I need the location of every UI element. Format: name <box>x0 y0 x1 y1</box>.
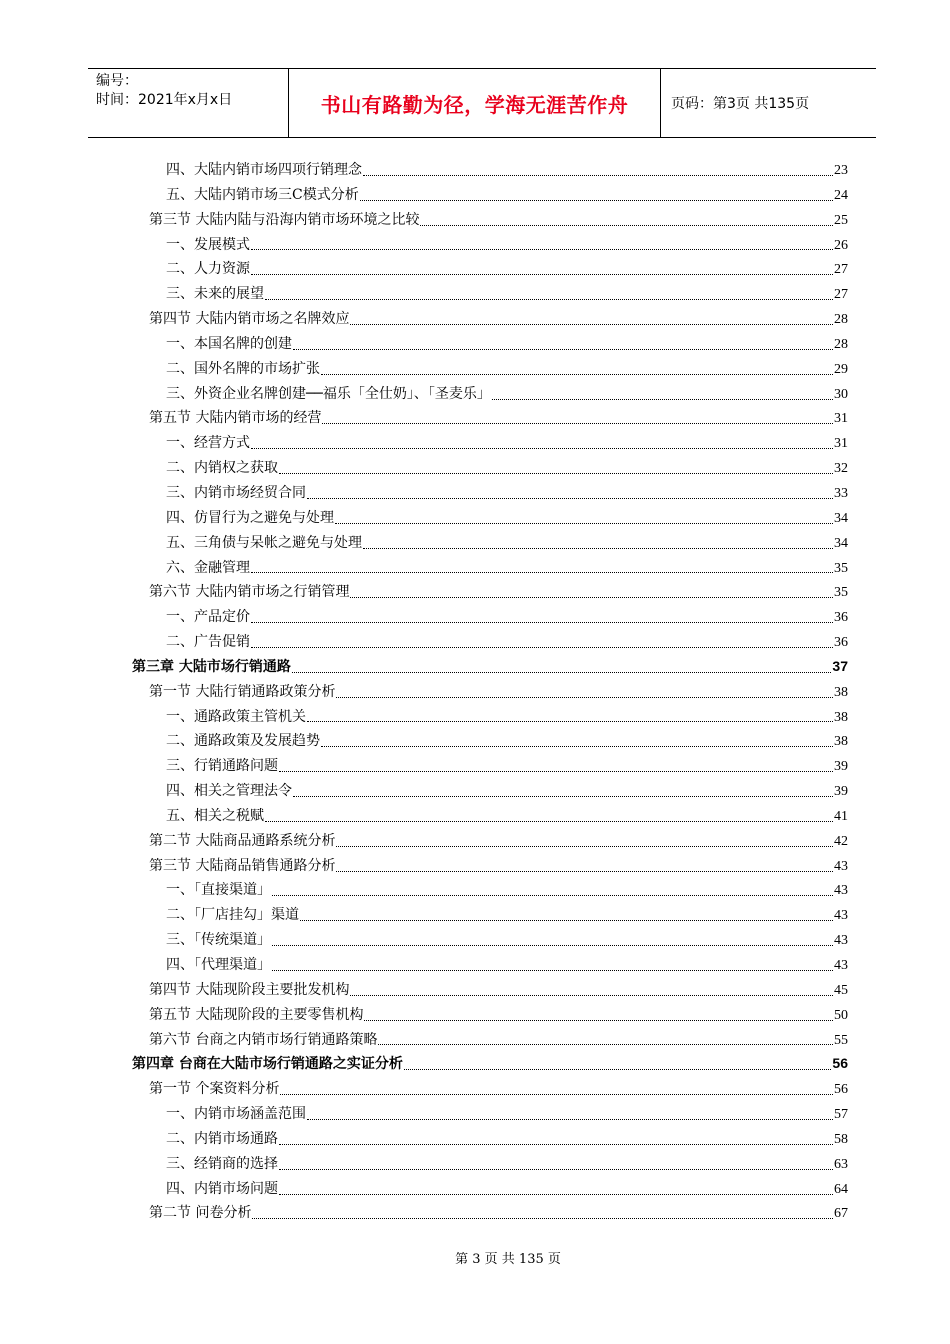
toc-page-number: 35 <box>834 560 848 576</box>
toc-item[interactable] <box>132 606 848 631</box>
header-meta <box>88 69 288 137</box>
toc-page-number: 63 <box>834 1156 848 1172</box>
toc-leader <box>279 1144 833 1145</box>
toc-page-number: 55 <box>834 1032 848 1048</box>
toc-page-number: 28 <box>834 336 848 352</box>
toc-page-number: 39 <box>834 759 848 775</box>
toc-page-number: 28 <box>834 312 848 328</box>
page-footer: 第 3 页 共 135 页 <box>455 1252 561 1267</box>
toc-page-number: 31 <box>834 411 848 427</box>
toc-item[interactable] <box>132 706 848 731</box>
toc-page-number: 67 <box>834 1206 848 1222</box>
toc-section[interactable] <box>132 830 848 855</box>
toc-item[interactable] <box>132 805 848 830</box>
toc-page-number: 29 <box>834 361 848 377</box>
header-time: 时间：2021年x月x日 <box>96 92 233 108</box>
toc-title: 第二节 问卷分析 <box>149 1205 252 1222</box>
toc-leader <box>363 175 833 176</box>
toc-item[interactable] <box>132 258 848 283</box>
toc-chapter[interactable] <box>132 656 848 681</box>
toc-page-number: 27 <box>834 287 848 303</box>
toc-title: 一、本国名牌的创建 <box>166 335 292 352</box>
toc-section[interactable] <box>132 1078 848 1103</box>
toc-leader <box>293 349 833 350</box>
toc-section[interactable] <box>132 308 848 333</box>
toc-page-number: 25 <box>834 212 848 228</box>
toc-title: 四、大陆内销市场四项行销理念 <box>166 162 362 178</box>
toc-section[interactable] <box>132 1029 848 1054</box>
toc-leader <box>252 1218 833 1219</box>
toc-title: 第二节 大陆商品通路系统分析 <box>149 832 336 849</box>
toc-page-number: 36 <box>834 610 848 626</box>
toc-title: 第三节 大陆内陆与沿海内销市场环境之比较 <box>149 211 420 228</box>
toc-title: 二、国外名牌的市场扩张 <box>166 360 320 377</box>
toc-leader <box>404 1069 832 1070</box>
header-page: 页码：第3页 共135页 <box>671 96 810 112</box>
toc-leader <box>336 846 833 847</box>
toc-page-number: 26 <box>834 237 848 253</box>
toc-item[interactable] <box>132 159 848 184</box>
toc-title: 二、人力资源 <box>166 261 250 278</box>
toc-title: 五、大陆内销市场三C模式分析 <box>166 186 359 203</box>
toc-title: 第三章 大陆市场行销通路 <box>132 658 291 675</box>
toc-page-number: 33 <box>834 485 848 501</box>
toc-leader <box>307 721 833 722</box>
toc-item[interactable] <box>132 482 848 507</box>
toc-leader <box>336 697 833 698</box>
toc-page-number: 43 <box>834 908 848 924</box>
toc-title: 四、内销市场问题 <box>166 1180 278 1197</box>
toc-leader <box>279 1169 833 1170</box>
toc-section[interactable] <box>132 855 848 880</box>
table-of-contents <box>132 159 848 1227</box>
toc-page-number: 27 <box>834 262 848 278</box>
toc-page-number: 50 <box>834 1007 848 1023</box>
toc-leader <box>272 895 833 896</box>
toc-chapter[interactable] <box>132 1053 848 1078</box>
toc-item[interactable] <box>132 507 848 532</box>
toc-item[interactable] <box>132 929 848 954</box>
toc-title: 第六节 台商之内销市场行销通路策略 <box>149 1031 378 1048</box>
toc-leader <box>292 672 832 673</box>
toc-leader <box>251 448 833 449</box>
toc-section[interactable] <box>132 581 848 606</box>
toc-page-number: 45 <box>834 982 848 998</box>
toc-title: 第四节 大陆内销市场之名牌效应 <box>149 311 350 328</box>
toc-page-number: 23 <box>834 163 848 178</box>
toc-title: 三、行销通路问题 <box>166 758 278 775</box>
toc-item[interactable] <box>132 532 848 557</box>
toc-page-number: 43 <box>834 933 848 949</box>
toc-title: 三、「传统渠道」 <box>166 932 271 949</box>
toc-leader <box>265 821 833 822</box>
toc-leader <box>307 498 833 499</box>
toc-title: 第六节 大陆内销市场之行销管理 <box>149 584 350 601</box>
toc-page-number: 37 <box>832 657 848 674</box>
toc-item[interactable] <box>132 631 848 656</box>
toc-leader <box>279 771 833 772</box>
toc-leader <box>293 796 833 797</box>
toc-title: 三、外资企业名牌创建──福乐「全仕奶」、「圣麦乐」 <box>166 385 491 402</box>
toc-title: 二、内销市场通路 <box>166 1130 278 1147</box>
toc-title: 一、通路政策主管机关 <box>166 708 306 725</box>
toc-page-number: 56 <box>832 1055 848 1072</box>
toc-leader <box>272 945 833 946</box>
toc-item[interactable] <box>132 755 848 780</box>
toc-page-number: 30 <box>834 386 848 402</box>
toc-leader <box>335 523 833 524</box>
page-header <box>88 68 876 138</box>
toc-leader <box>251 572 833 573</box>
toc-item[interactable] <box>132 432 848 457</box>
toc-leader <box>279 1194 833 1195</box>
toc-leader <box>364 1020 833 1021</box>
toc-section[interactable] <box>132 1202 848 1227</box>
toc-title: 五、三角债与呆帐之避免与处理 <box>166 534 362 551</box>
toc-title: 五、相关之税赋 <box>166 807 264 824</box>
toc-page-number: 38 <box>834 684 848 700</box>
toc-title: 三、内销市场经贸合同 <box>166 484 306 501</box>
toc-leader <box>360 200 833 201</box>
toc-title: 二、广告促销 <box>166 634 250 651</box>
toc-item[interactable] <box>132 1103 848 1128</box>
toc-page-number: 58 <box>834 1131 848 1147</box>
toc-title: 第四章 台商在大陆市场行销通路之实证分析 <box>132 1056 403 1073</box>
toc-page-number: 35 <box>834 585 848 601</box>
toc-title: 二、「厂店挂勾」渠道 <box>166 907 299 924</box>
toc-page-number: 41 <box>834 808 848 824</box>
toc-item[interactable] <box>132 954 848 979</box>
toc-leader <box>307 1119 833 1120</box>
toc-page-number: 38 <box>834 734 848 750</box>
toc-item[interactable] <box>132 904 848 929</box>
toc-item[interactable] <box>132 730 848 755</box>
toc-leader <box>378 1044 833 1045</box>
toc-title: 三、经销商的选择 <box>166 1155 278 1172</box>
toc-title: 二、通路政策及发展趋势 <box>166 733 320 750</box>
toc-title: 一、「直接渠道」 <box>166 882 271 899</box>
toc-page-number: 32 <box>834 461 848 477</box>
toc-item[interactable] <box>132 283 848 308</box>
toc-leader <box>272 970 833 971</box>
toc-section[interactable] <box>132 407 848 432</box>
toc-title: 四、「代理渠道」 <box>166 957 271 973</box>
toc-page-number: 43 <box>834 883 848 899</box>
toc-page-number: 38 <box>834 709 848 725</box>
toc-title: 一、内销市场涵盖范围 <box>166 1106 306 1123</box>
toc-title: 一、经营方式 <box>166 435 250 452</box>
header-number: 编号： <box>96 73 138 89</box>
toc-leader <box>321 374 833 375</box>
toc-item[interactable] <box>132 557 848 582</box>
toc-page-number: 43 <box>834 858 848 874</box>
toc-title: 一、产品定价 <box>166 609 250 626</box>
toc-page-number: 64 <box>834 1181 848 1197</box>
toc-leader <box>350 597 833 598</box>
toc-item[interactable] <box>132 234 848 259</box>
toc-page-number: 39 <box>834 784 848 800</box>
toc-section[interactable] <box>132 209 848 234</box>
toc-title: 第一节 个案资料分析 <box>149 1081 280 1098</box>
toc-page-number: 34 <box>834 535 848 551</box>
toc-title: 第四节 大陆现阶段主要批发机构 <box>149 981 350 998</box>
toc-title: 第五节 大陆内销市场的经营 <box>149 410 322 427</box>
toc-leader <box>251 622 833 623</box>
toc-item[interactable] <box>132 333 848 358</box>
toc-page-number: 57 <box>834 1107 848 1123</box>
toc-item[interactable] <box>132 383 848 408</box>
toc-item[interactable] <box>132 184 848 209</box>
toc-leader <box>251 647 833 648</box>
toc-title: 四、相关之管理法令 <box>166 783 292 800</box>
toc-page-number: 36 <box>834 635 848 651</box>
toc-page-number: 43 <box>834 958 848 973</box>
toc-item[interactable] <box>132 358 848 383</box>
toc-leader <box>265 299 833 300</box>
toc-section[interactable] <box>132 681 848 706</box>
toc-title: 六、金融管理 <box>166 559 250 576</box>
toc-title: 三、未来的展望 <box>166 286 264 303</box>
toc-title: 一、发展模式 <box>166 236 250 253</box>
toc-leader <box>350 995 833 996</box>
toc-leader <box>420 225 833 226</box>
toc-leader <box>363 548 833 549</box>
toc-leader <box>492 399 833 400</box>
toc-section[interactable] <box>132 979 848 1004</box>
toc-leader <box>322 423 833 424</box>
toc-title: 第三节 大陆商品销售通路分析 <box>149 857 336 874</box>
toc-section[interactable] <box>132 1004 848 1029</box>
toc-leader <box>279 473 833 474</box>
header-motto: 书山有路勤为径，学海无涯苦作舟 <box>288 69 661 137</box>
toc-page-number: 34 <box>834 510 848 526</box>
toc-page-number: 31 <box>834 436 848 452</box>
toc-leader <box>251 249 833 250</box>
toc-title: 第一节 大陆行销通路政策分析 <box>149 683 336 700</box>
toc-page-number: 42 <box>834 833 848 849</box>
toc-leader <box>280 1094 833 1095</box>
toc-title: 四、仿冒行为之避免与处理 <box>166 509 334 526</box>
toc-leader <box>336 871 833 872</box>
toc-item[interactable] <box>132 1128 848 1153</box>
toc-item[interactable] <box>132 457 848 482</box>
toc-item[interactable] <box>132 780 848 805</box>
toc-item[interactable] <box>132 879 848 904</box>
toc-title: 二、内销权之获取 <box>166 460 278 477</box>
toc-leader <box>321 746 833 747</box>
toc-item[interactable] <box>132 1178 848 1203</box>
toc-leader <box>300 920 833 921</box>
toc-page-number: 24 <box>834 187 848 203</box>
toc-leader <box>251 274 833 275</box>
toc-page-number: 56 <box>834 1082 848 1098</box>
toc-title: 第五节 大陆现阶段的主要零售机构 <box>149 1006 364 1023</box>
toc-item[interactable] <box>132 1153 848 1178</box>
toc-leader <box>350 324 833 325</box>
